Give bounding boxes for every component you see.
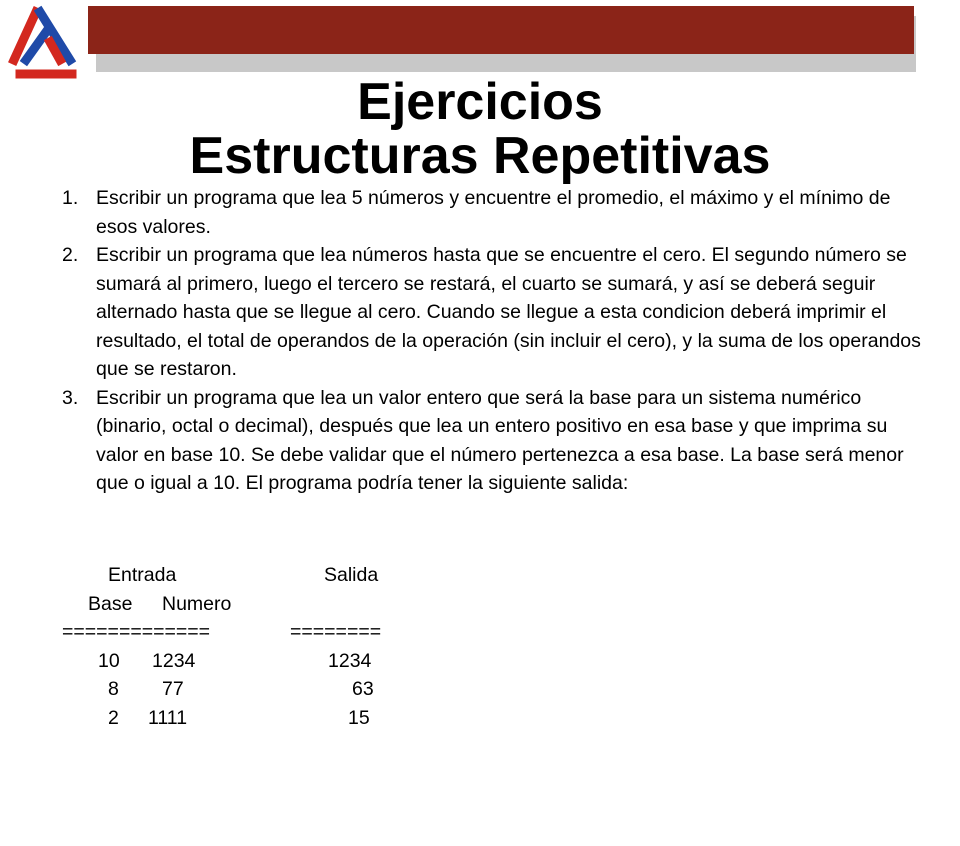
cell-salida: 1234 [328,649,372,672]
exercise-item [62,184,922,241]
separator-left: ============= [62,621,211,643]
cell-base: 10 [98,649,120,672]
exercise-text: Escribir un programa que lea 5 números y encuentre el promedio, el máximo y el mínimo de esos valores. [96,187,891,238]
table-separator-row [62,618,562,647]
cell-salida: 63 [352,678,374,700]
separator-right: ======== [290,621,382,643]
cell-numero: 77 [162,678,184,700]
sample-output-table [62,561,562,732]
exercise-text: Escribir un programa que lea un valor entero que será la base para un sistema numérico (binario, octal o decimal), después que lea un entero positivo en esa base y que imprima su valor en base 10. Se debe validar que el número pertenezca a esa base. La base será menor que o igual a 10. El programa podría tener la siguiente salida: [96,386,904,494]
exercise-text: Escribir un programa que lea números hasta que se encuentre el cero. El segundo número se sumará al primero, luego el tercero se restará, el cuarto se sumará, y así se deberá seguir alternado hasta que se llegue al cero. Cuando se llegue a esta condicion deberá imprimir el resultado, el total de operandos de la operación (sin incluir el cero), y la suma de los operandos que se restaron. [96,244,921,380]
cell-base: 2 [108,706,119,729]
header-entrada: Entrada [108,564,177,586]
table-header-row [62,561,562,590]
header-base: Base [88,592,133,615]
cell-salida: 15 [348,706,370,729]
header-numero: Numero [162,592,232,615]
page-subtitle: Estructuras Repetitivas [189,127,771,185]
exercise-item [62,384,922,498]
exercise-list [62,184,922,498]
exercise-number: 2. [62,244,79,266]
cell-numero: 1111 [148,706,188,729]
header-salida: Salida [324,564,379,586]
table-subheader-row [62,590,562,619]
header-bar [88,6,914,54]
table-row [62,647,562,676]
table-row [62,704,562,733]
exercise-number: 3. [62,386,79,409]
page-title: Ejercicios [357,73,603,131]
table-row [62,675,562,704]
cell-base: 8 [108,678,119,700]
institution-logo [6,2,80,84]
cell-numero: 1234 [152,649,196,672]
exercise-number: 1. [62,187,79,209]
exercise-item [62,241,922,384]
